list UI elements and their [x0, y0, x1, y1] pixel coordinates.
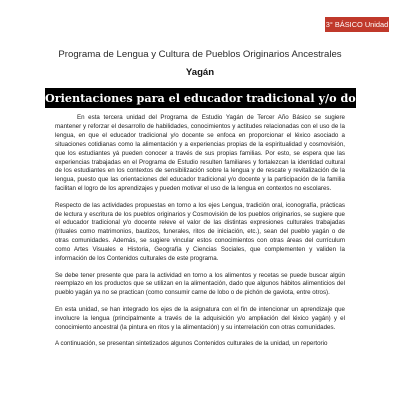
paragraph-intro: En esta tercera unidad del Programa de Estudio Yagán de Tercer Año Básico se sugiere mantener y reforzar el desarrollo de habilidades, conocimientos y actitudes relacionadas con el uso de la lengua, en que el educador tradicional y/o docente se enfoca en proporcionar el léxico asociado a situaciones cotidianas como la alimentación y a experiencias propias de la espiritualidad y cosmovisión, que los estudiantes yá pueden conocer a través de sus propias familias. Por esto, se espera que las experiencias trabajadas en el Programa de Estudio resulten familiares y fortalezcan la identidad cultural de los estudiantes en los contextos de sensibilización sobre la lengua y de rescate y revitalización de la lengua, puesto que las orientaciones del educador tradicional y/o docente y la participación de la familia facilitan el logro de los aprendizajes y pueden motivar el uso de la lengua en contextos no escolares.	[55, 114, 345, 193]
paragraph-summary: A continuación, se presentan sintetizados algunos Contenidos culturales de la unidad, un repertorio	[55, 339, 328, 347]
unit-badge: 3° BÁSICO Unidad 3	[325, 17, 389, 32]
language-name: Yagán	[185, 67, 215, 78]
paragraph-integration: En esta unidad, se han integrado los ejes de la asignatura con el fin de intencionar un aprendizaje que involucre la lengua (principalmente a través de la adquisición y/o ampliación del léxico yagán) y el conocimiento ancestral (la pintura en ritos y la alimentación) y su interrelación con otras comunidades.	[55, 305, 345, 331]
program-title: Programa de Lengua y Cultura de Pueblos Originarios Ancestrales	[58, 49, 342, 60]
body-text	[55, 114, 345, 356]
paragraph-food: Se debe tener presente que para la actividad en torno a los alimentos y recetas se puede buscar algún reemplazo en los productos que se utilizan en la alimentación, dado que algunos hábitos alimenticios del pueblo yagán ya no se practican (como consumir carne de lobo o de pichón de gaviota, entre otros).	[55, 271, 345, 297]
section-title: Orientaciones para el educador tradicional y/o docente	[45, 88, 356, 108]
paragraph-activities: Respecto de las actividades propuestas en torno a los ejes Lengua, tradición oral, iconografía, prácticas de lectura y escritura de los pueblos originarios y Cosmovisión de los pueblos originarios, se sugiere que el educador tradicional y/o docente releve el valor de las distintas expresiones culturales trabajadas (rituales como matrimonios, bautizos, funerales, ritos de iniciación, etc.), sean del pueblo yagán o de otras comunidades. Además, se sugiere vincular estos conocimientos con otras áreas del currículum como Artes Visuales e Historia, Geografía y Ciencias Sociales, que complementen y validen la información de los Contenidos culturales de este programa.	[55, 201, 345, 263]
